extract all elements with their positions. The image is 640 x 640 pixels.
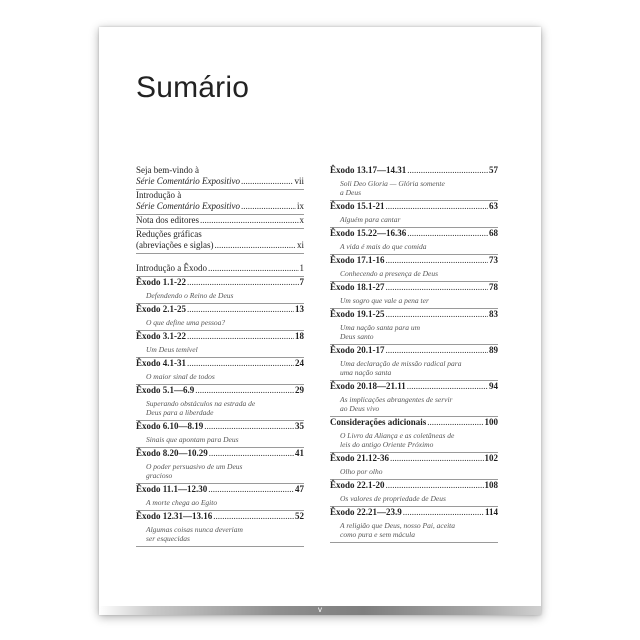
toc-entry-title: Introdução à	[136, 190, 182, 200]
toc-entry-line	[136, 176, 304, 187]
toc-entry-subtitle	[330, 518, 498, 540]
toc-entry-subtitle-line: O poder persuasivo de um Deus	[146, 462, 243, 471]
toc-entry	[330, 480, 498, 507]
toc-entry	[330, 453, 498, 480]
toc-entry-subtitle	[330, 392, 498, 414]
toc-entry-subtitle-line: uma nação santa	[340, 368, 392, 377]
toc-entry	[330, 417, 498, 453]
dot-leader	[386, 255, 488, 266]
toc-entry-subtitle-line: Olho por olho	[340, 467, 383, 476]
dot-leader	[386, 282, 488, 293]
toc-entry-title: Êxodo 20.18—21.11	[330, 381, 406, 391]
dot-leader	[204, 421, 294, 432]
dot-leader	[386, 345, 488, 356]
toc-entry-subtitle-line: Soli Deo Gloria — Glória somente	[340, 179, 445, 188]
toc-entry-subtitle-line: Os valores de propriedade de Deus	[340, 494, 446, 503]
toc-entry	[330, 381, 498, 417]
dot-leader	[407, 165, 488, 176]
toc-page-number: 13	[295, 304, 304, 314]
toc-entry-title: Êxodo 15.1-21	[330, 201, 385, 211]
toc-entry	[136, 165, 304, 190]
toc-page-number: 68	[489, 228, 498, 238]
toc-entry-subtitle	[136, 315, 304, 328]
toc-page-number: 18	[295, 331, 304, 341]
dot-leader	[187, 277, 298, 288]
toc-entry	[330, 228, 498, 255]
toc-entry-subtitle	[330, 239, 498, 252]
toc-entry-line	[136, 358, 304, 369]
toc-page-number: xi	[296, 240, 304, 250]
toc-entry	[136, 511, 304, 547]
toc-entry-title: Êxodo 17.1-16	[330, 255, 385, 265]
toc-entry-subtitle	[136, 432, 304, 445]
toc-entry-subtitle	[136, 396, 304, 418]
toc-entry	[136, 331, 304, 358]
toc-entry-title: Série Comentário Expositivo	[136, 201, 240, 211]
toc-entry-line	[136, 511, 304, 522]
toc-right-column	[330, 165, 498, 543]
dot-leader	[407, 381, 488, 392]
toc-entry-subtitle-line: Deus para a liberdade	[146, 408, 214, 417]
toc-page-number: 89	[489, 345, 498, 355]
toc-entry	[136, 448, 304, 484]
dot-leader	[200, 215, 299, 226]
toc-entry-subtitle-line: Defendendo o Reino de Deus	[146, 291, 234, 300]
toc-page-number: x	[299, 215, 304, 225]
dot-leader	[407, 228, 488, 239]
dot-leader	[195, 385, 294, 396]
toc-entry-title: Seja bem-vindo à	[136, 165, 199, 175]
toc-entry-line	[136, 484, 304, 495]
page-number: v	[318, 605, 322, 614]
dot-leader	[214, 240, 296, 251]
dot-leader	[213, 511, 294, 522]
toc-entry-line	[136, 201, 304, 212]
dot-leader	[208, 484, 294, 495]
toc-entry-subtitle	[330, 176, 498, 198]
toc-entry-line	[330, 453, 498, 464]
dot-leader	[187, 331, 294, 342]
toc-entry-title: Reduções gráficas	[136, 229, 202, 239]
dot-leader	[390, 453, 483, 464]
toc-entry-subtitle	[330, 266, 498, 279]
page-title: Sumário	[136, 71, 250, 104]
toc-page-number: 94	[489, 381, 498, 391]
toc-entry-line	[136, 240, 304, 251]
toc-entry-subtitle-line: Uma nação santa para um	[340, 323, 420, 332]
toc-entry-title: Êxodo 4.1-31	[136, 358, 187, 368]
toc-entry-subtitle-line: como pura e sem mácula	[340, 530, 415, 539]
toc-entry-line	[136, 277, 304, 288]
toc-entry-line	[330, 165, 498, 176]
toc-entry-subtitle-line: leis do antigo Oriente Próximo	[340, 440, 434, 449]
toc-entry-line	[330, 282, 498, 293]
toc-entry-title: Êxodo 22.1-20	[330, 480, 385, 490]
toc-entry-subtitle-line: A morte chega ao Egito	[146, 498, 218, 507]
toc-entry-subtitle-line: Alguém para cantar	[340, 215, 401, 224]
toc-page-number: ix	[296, 201, 304, 211]
toc-entry	[330, 345, 498, 381]
toc-entry-subtitle-line: Algumas coisas nunca deveriam	[146, 525, 243, 534]
toc-entry-subtitle	[136, 522, 304, 544]
toc-entry-title: Êxodo 6.10—8.19	[136, 421, 204, 431]
toc-entry-subtitle-line: Um sogro que vale a pena ter	[340, 296, 429, 305]
toc-entry	[330, 507, 498, 543]
toc-entry-subtitle-line: A vida é mais do que comida	[340, 242, 427, 251]
toc-entry-title: Êxodo 12.31—13.16	[136, 511, 213, 521]
toc-entry-subtitle-line: ser esquecidas	[146, 534, 190, 543]
toc-page-number: 29	[295, 385, 304, 395]
toc-entry	[330, 201, 498, 228]
toc-page-number: 1	[299, 263, 304, 273]
dot-leader	[209, 448, 294, 459]
toc-entry-subtitle	[330, 212, 498, 225]
toc-page-number: 47	[295, 484, 304, 494]
toc-entry-title: Êxodo 15.22—16.36	[330, 228, 407, 238]
toc-entry-subtitle-line: Um Deus temível	[146, 345, 198, 354]
toc-entry-line	[330, 507, 498, 518]
toc-page-number: 63	[489, 201, 498, 211]
toc-page-number: 24	[295, 358, 304, 368]
dot-leader	[403, 507, 484, 518]
toc-entry-line	[136, 421, 304, 432]
toc-entry-title: Êxodo 2.1-25	[136, 304, 187, 314]
dot-leader	[386, 480, 484, 491]
toc-entry-subtitle	[136, 288, 304, 301]
toc-entry-title: Êxodo 11.1—12.30	[136, 484, 208, 494]
toc-entry-line	[136, 190, 304, 201]
dot-leader	[427, 417, 483, 428]
dot-leader	[187, 304, 294, 315]
toc-entry-line	[136, 304, 304, 315]
toc-entry-subtitle-line: Conhecendo a presença de Deus	[340, 269, 439, 278]
toc-entry-line	[330, 381, 498, 392]
toc-page-number: 57	[489, 165, 498, 175]
toc-entry-subtitle-line: a Deus	[340, 188, 362, 197]
toc-entry-subtitle-line: As implicações abrangentes de servir	[340, 395, 453, 404]
toc-entry-line	[330, 480, 498, 491]
toc-entry-subtitle	[330, 320, 498, 342]
toc-entry-subtitle-line: gracioso	[146, 471, 173, 480]
toc-entry-title: Êxodo 22.21—23.9	[330, 507, 402, 517]
toc-entry-subtitle	[330, 491, 498, 504]
toc-page-number: 100	[484, 417, 498, 427]
toc-page-number: vii	[294, 176, 304, 186]
toc-entry	[136, 385, 304, 421]
toc-entry	[136, 304, 304, 331]
toc-entry-subtitle	[330, 356, 498, 378]
toc-entry-line	[330, 228, 498, 239]
toc-page-number: 52	[295, 511, 304, 521]
toc-entry-line	[136, 385, 304, 396]
toc-entry-line	[136, 263, 304, 274]
toc-entry-line	[136, 448, 304, 459]
toc-entry-subtitle-line: A religião que Deus, nosso Pai, aceita	[340, 521, 455, 530]
toc-entry	[330, 309, 498, 345]
toc-page-number: 108	[484, 480, 498, 490]
toc-entry-title: Introdução a Êxodo	[136, 263, 207, 273]
toc-entry-title: (abreviações e siglas)	[136, 240, 214, 250]
toc-page-number: 35	[295, 421, 304, 431]
toc-entry-title: Êxodo 5.1—6.9	[136, 385, 195, 395]
toc-entry	[136, 484, 304, 511]
toc-entry-subtitle-line: Superando obstáculos na estrada de	[146, 399, 256, 408]
toc-entry-line	[330, 417, 498, 428]
toc-entry-line	[330, 255, 498, 266]
toc-entry-line	[136, 331, 304, 342]
toc-entry-title: Êxodo 21.12-36	[330, 453, 390, 463]
toc-entry	[330, 165, 498, 201]
toc-entry-line	[136, 229, 304, 240]
toc-entry-subtitle	[136, 342, 304, 355]
toc-page-number: 73	[489, 255, 498, 265]
toc-entry-subtitle	[330, 464, 498, 477]
toc-entry	[136, 277, 304, 304]
toc-entry	[136, 263, 304, 277]
dot-leader	[208, 263, 299, 274]
toc-page-number: 78	[489, 282, 498, 292]
toc-entry-title: Considerações adicionais	[330, 417, 427, 427]
toc-entry	[330, 282, 498, 309]
dot-leader	[187, 358, 294, 369]
toc-entry-title: Nota dos editores	[136, 215, 199, 225]
toc-entry-subtitle	[136, 369, 304, 382]
toc-entry	[136, 358, 304, 385]
toc-page-number: 41	[295, 448, 304, 458]
toc-entry-line	[136, 215, 304, 226]
toc-entry-subtitle-line: Uma declaração de missão radical para	[340, 359, 462, 368]
toc-entry-title: Êxodo 20.1-17	[330, 345, 385, 355]
toc-entry	[330, 255, 498, 282]
toc-entry-title: Êxodo 18.1-27	[330, 282, 385, 292]
toc-entry-title: Êxodo 3.1-22	[136, 331, 187, 341]
dot-leader	[241, 201, 296, 212]
dot-leader	[386, 309, 488, 320]
toc-entry-subtitle-line: O Livro da Aliança e as coletâneas de	[340, 431, 455, 440]
toc-entry-line	[330, 201, 498, 212]
toc-left-column	[136, 165, 304, 547]
toc-entry-subtitle-line: Deus santo	[340, 332, 374, 341]
dot-leader	[386, 201, 488, 212]
toc-entry-title: Êxodo 13.17—14.31	[330, 165, 407, 175]
toc-entry-subtitle-line: O maior sinal de todos	[146, 372, 215, 381]
book-page	[99, 27, 541, 615]
toc-entry-subtitle-line: O que define uma pessoa?	[146, 318, 226, 327]
toc-entry-subtitle-line: ao Deus vivo	[340, 404, 380, 413]
toc-entry-title: Êxodo 1.1-22	[136, 277, 187, 287]
toc-entry-subtitle	[330, 428, 498, 450]
toc-page-number: 7	[299, 277, 304, 287]
toc-page-number: 83	[489, 309, 498, 319]
toc-page-number: 114	[484, 507, 498, 517]
toc-entry-subtitle	[136, 459, 304, 481]
toc-entry	[136, 215, 304, 229]
toc-entry-line	[136, 165, 304, 176]
toc-entry-line	[330, 345, 498, 356]
toc-entry-subtitle	[330, 293, 498, 306]
toc-entry-title: Êxodo 8.20—10.29	[136, 448, 208, 458]
toc-entry	[136, 421, 304, 448]
toc-entry	[136, 190, 304, 215]
dot-leader	[241, 176, 294, 187]
toc-entry-subtitle	[136, 495, 304, 508]
toc-entry-line	[330, 309, 498, 320]
toc-entry-title: Série Comentário Expositivo	[136, 176, 240, 186]
toc-entry	[136, 229, 304, 254]
toc-page-number: 102	[484, 453, 498, 463]
toc-entry-title: Êxodo 19.1-25	[330, 309, 385, 319]
toc-entry-subtitle-line: Sinais que apontam para Deus	[146, 435, 239, 444]
